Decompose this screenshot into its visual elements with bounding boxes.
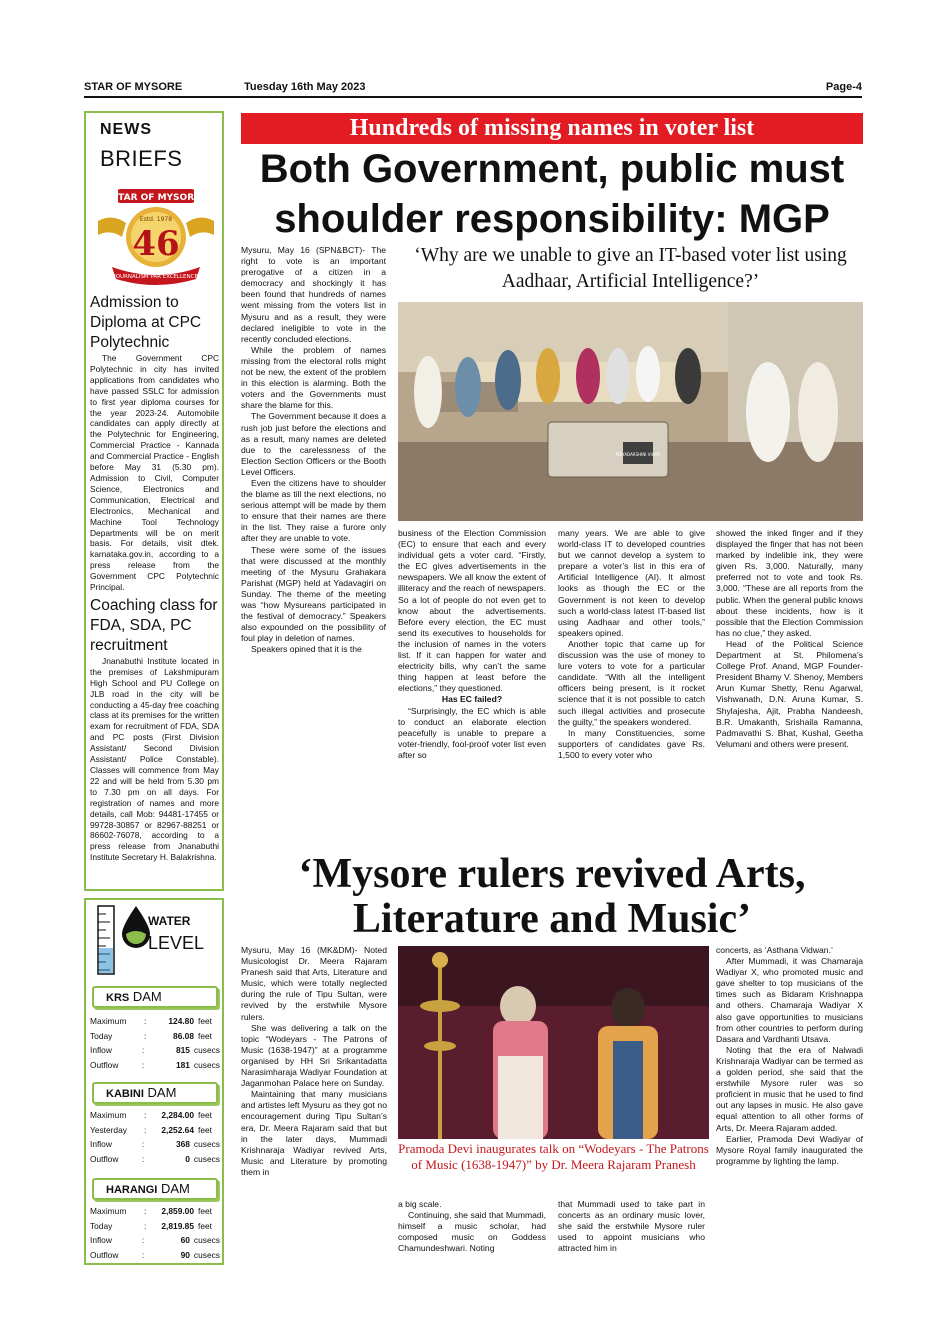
dam-key: Today — [90, 1220, 113, 1231]
story1-col3 — [558, 528, 705, 761]
dam-value: 2,859.00 — [161, 1206, 194, 1217]
dam-value: 815 — [175, 1045, 190, 1056]
svg-text:STAR OF MYSORE: STAR OF MYSORE — [111, 193, 201, 203]
story1-kicker: Hundreds of missing names in voter list — [241, 113, 863, 144]
dam-row: Today : 86.08 feet — [90, 1030, 212, 1041]
story1-headline: Both Government, public must shoulder responsibility: MGP — [259, 147, 845, 241]
dam-value: 60 — [180, 1235, 190, 1246]
dam-unit: cusecs — [193, 1139, 220, 1150]
dam-row: Yesterday : 2,252.64 feet — [90, 1124, 212, 1135]
dam-unit: feet — [198, 1124, 212, 1135]
dam-key: Maximum — [90, 1206, 127, 1217]
dam-key: Outflow — [90, 1249, 119, 1260]
story2-col4 — [716, 945, 863, 1167]
dam-suffix: DAM — [147, 1085, 177, 1100]
paragraph: Speakers opined that it is the — [251, 644, 362, 655]
subheading: Has EC failed? — [441, 694, 503, 705]
dam-row: Maximum : 2,284.00 feet — [90, 1110, 212, 1121]
paragraph: After Mummadi, it was Chamaraja Wadiyar X, who promoted music and gave shelter to top musicians of the times such as Bidaram Krishnappa and others. Chamaraja Wadiyar X also gave opportunities to musicians from other countries to perform during Dasara and Vardhanti Utsava. — [716, 956, 863, 1044]
news-label: NEWS — [100, 121, 152, 138]
paragraph: In many Constituencies, some supporters of candidates gave Rs. 1,500 to every voter who — [558, 727, 705, 760]
paragraph: a big scale. — [398, 1199, 442, 1209]
paragraph: that Mummadi used to take part in concerts as an ordinary music lover, she said the erstwhile Mysore ruler used to appoint musicians who attracted him in — [558, 1199, 705, 1254]
dam-unit: feet — [198, 1030, 212, 1041]
paragraph: many years. We are able to give world-class IT to developed countries but we cannot develop a system to prepare a voter’s list in this era of Artificial Intelligence (AI). It almost looks as though the EC or the Government is not keen to develop such a world-class latest IT-based list using Aadhaar and other tools,” speakers opined. — [558, 528, 705, 638]
dam-suffix: DAM — [132, 989, 162, 1004]
svg-text:JOURNALISM PAR EXCELLENCE: JOURNALISM PAR EXCELLENCE — [114, 274, 198, 280]
dam-label-krs — [92, 986, 218, 1008]
paragraph: Earlier, Pramoda Devi Wadiyar of Mysore Royal family inaugurated the programme by lighting the lamp. — [716, 1133, 863, 1166]
paragraph: business of the Election Commission (EC) to ensure that each and every individual gets a voter card. “Firstly, the EC gives advertisements in the newspapers. We all know the extent of illiteracy and the reach of newspapers. So a lot of people do not even get to know about the advertisements. Before every election, the EC must send its executives to households for the inclusion of names in the voters list. If it can happen for water and electricity bills, why can’t the same thing happen at least before the elections,” they questioned. — [398, 528, 546, 694]
dam-row: Maximum : 124.80 feet — [90, 1016, 212, 1027]
brief-heading: Admission to Diploma at CPC Polytechnic — [90, 294, 202, 351]
page-number: Page-4 — [825, 81, 862, 93]
brief-text: Jnanabuthi Institute located in the premises of Lakshmipuram High School and PU College on JLB road in the city will be conducting a 45-day free coaching class at its premises for the written exam for recruitment of FDA, SDA and PC posts (First Division Assistant/ Second Division Assistant/ Police Constable). Classes will commence from May 22 and will be held from 5.30 pm to 7.30 pm on all days. For registration of names and more details, call Mob: 94481-17455 or 99728-30857 or 82967-88251 or 86602-76078, according to a press release from Jnanabuthi Institute Secretary H. Balakrishna. — [90, 655, 219, 863]
dam-key: Outflow — [90, 1153, 119, 1164]
dam-value: 0 — [185, 1153, 190, 1164]
dam-value: 2,252.64 — [161, 1124, 194, 1135]
dam-key: Inflow — [90, 1235, 112, 1246]
issue-date: Tuesday 16th May 2023 — [244, 81, 366, 93]
paragraph: Noting that the era of Nalwadi Krishnaraja Wadiyar can be termed as a golden period, she said that the erstwhile Mysore ruler was so proficient in music that he used to find out any lapses in music. He also gave equal attention to all other forms of Arts, Dr. Meera Rajaram added. — [716, 1044, 863, 1133]
water-level-box — [84, 898, 224, 1265]
page-header — [84, 80, 862, 97]
level-title: LEVEL — [148, 933, 205, 953]
dam-short: KABINI — [106, 1088, 144, 1100]
paragraph: Continuing, she said that Mummadi, himself a music scholar, had composed music on Goddess Chamundeshwari. Noting — [398, 1210, 546, 1254]
paper-name: STAR OF MYSORE — [84, 81, 183, 93]
paragraph: While the problem of names missing from the electoral rolls might not be new, the extent of the problem in this election is alarming. Both the voters and the Governments must share the blame for this. — [241, 344, 386, 411]
dam-value: 181 — [175, 1059, 190, 1070]
svg-text:46: 46 — [132, 224, 180, 264]
story2-col1 — [241, 945, 387, 1178]
paragraph: Another topic that came up for discussion was the use of money to lure voters to vote for a particular candidate. “With all the intelligent officers being present, is it rocket science that it is not possible to catch such illegal activities and prosecute the guilty,” the speakers wondered. — [558, 638, 705, 727]
story1-col4 — [716, 528, 863, 750]
water-title: WATER — [148, 914, 191, 928]
dam-value: 86.08 — [173, 1030, 194, 1041]
dam-table-kabini — [90, 1108, 220, 1166]
dam-row: Inflow : 60 cusecs — [90, 1235, 220, 1246]
dam-key: Maximum — [90, 1110, 127, 1121]
dam-row: Today : 2,819.85 feet — [90, 1220, 212, 1231]
dam-row: Inflow : 815 cusecs — [90, 1045, 220, 1056]
dam-unit: cusecs — [193, 1045, 220, 1056]
dam-key: Outflow — [90, 1059, 119, 1070]
anniversary-logo — [92, 183, 220, 289]
photo-caption: Pramoda Devi inaugurates talk on “Wodeyars - The Patrons of Music (1638-1947)” by Dr. Meera Rajaram Pranesh — [398, 1141, 709, 1172]
dam-row: Inflow : 368 cusecs — [90, 1139, 220, 1150]
story2-col3 — [558, 1199, 705, 1254]
dam-row: Outflow : 181 cusecs — [90, 1059, 220, 1070]
paragraph: Head of the Political Science Department at St. Philomena’s College Prof. Anand, MGP Founder-President Bhamy V. Shenoy, Members Arun Kumar Shetty, Renu Agarwal, Vishwanath, D.N. Aruna Kumar, S. Shylajesha, Ajit, Prabha Nandeesh, B.R. Umakanth, Srishaila Ramanna, Padmavathi S. Bhat, Kushal, Geetha Velumani and others were present. — [716, 638, 863, 749]
dam-unit: feet — [198, 1206, 212, 1217]
dam-unit: feet — [198, 1016, 212, 1027]
paragraph: The Government because it does a rush job just before the elections and as a result, many names are deleted due to the carelessness of the Election Section Officers or the Booth Level Officers. — [241, 411, 386, 477]
dam-table-krs — [90, 1014, 220, 1072]
dam-short: HARANGI — [106, 1184, 158, 1196]
svg-text:Estd. 1978: Estd. 1978 — [139, 216, 173, 223]
dam-value: 2,819.85 — [161, 1220, 194, 1231]
dam-key: Inflow — [90, 1045, 112, 1056]
dam-key: Inflow — [90, 1139, 112, 1150]
story1-subhead: ‘Why are we unable to give an IT-based voter list using Aadhaar, Artificial Intelligence?’ — [414, 245, 847, 292]
meeting-photo — [398, 302, 863, 521]
paragraph: showed the inked finger and if they displayed the finger that has not been marked by indelible ink, they were given Rs. 3,000. Naturally, many preferred not to vote and took Rs. 3,000. “These are all reports from the public. When the general public knows about these incidents, how is it possible that the Election Commission has no clue,” they asked. — [716, 528, 863, 638]
photo-sign-text: PRIYADARSHINI VIHAR — [615, 452, 661, 457]
dam-key: Maximum — [90, 1016, 127, 1027]
dam-row: Outflow : 0 cusecs — [90, 1153, 220, 1164]
dam-label-harangi — [92, 1178, 218, 1200]
dam-unit: feet — [198, 1110, 212, 1121]
dam-key: Today — [90, 1030, 113, 1041]
dam-value: 90 — [180, 1249, 190, 1260]
story2-col2 — [398, 1199, 546, 1254]
brief-list — [90, 291, 219, 866]
dam-unit: cusecs — [193, 1059, 220, 1070]
dam-suffix: DAM — [160, 1181, 190, 1196]
dam-unit: cusecs — [193, 1235, 220, 1246]
dam-value: 124.80 — [168, 1016, 194, 1027]
paragraph: concerts, as ‘Asthana Vidwan.’ — [716, 945, 833, 955]
brief-text: The Government CPC Polytechnic in city has invited applications from candidates who have passed SSLC for admission to first year diploma courses for the year 2023-24. Automobile candidates can apply directly at the Polytechnic for Engineering, Commercial Practice - Kannada and Commercial Practice - English before May 31 (5.30 pm). Admission to Civil, Computer Science, Electronics and Communication, Electrical and Electronics, Mechanical and Machine Tool Technology Departments will be on merit basis. For details, visit dtek. karnataka.gov.in, according to a press release from the Government CPC Polytechnic Principal. — [90, 353, 219, 593]
paragraph: “Surprisingly, the EC which is able to conduct an elaborate election peacefully is unable to prepare a voter-friendly, fool-proof voter list even after so — [398, 705, 546, 760]
paragraph: She was delivering a talk on the topic “Wodeyars - The Patrons of Music (1638-1947)” at a programme organised by HH Sri Srikantadatta Narasimharaja Wadiyar Foundation at Jaganmohan Palace here on Sunday. — [241, 1022, 387, 1089]
header-rule — [84, 96, 862, 98]
paragraph: Mysuru, May 16 (MK&DM)- Noted Musicologist Dr. Meera Rajaram Pranesh said that Arts, Literature and Music, which were totally neglected during the rule of Tipu Sultan, were revived by the erstwhile Mysore rulers. — [241, 945, 387, 1022]
lamp-lighting-photo — [398, 946, 709, 1139]
dam-row: Outflow : 90 cusecs — [90, 1249, 220, 1260]
dam-unit: feet — [198, 1220, 212, 1231]
dam-unit: cusecs — [193, 1249, 220, 1260]
brief-heading: Coaching class for FDA, SDA, PC recruitment — [90, 596, 218, 654]
news-briefs-box — [84, 111, 224, 891]
paragraph: These were some of the issues that were discussed at the monthly meeting of the Mysuru Grahakara Parishat (MGP) held at Yadavagiri on Sunday. The theme of the meeting was “how Mysureans participated in the festival of democracy.” Speakers also expounded on the possibility of foul play in deletion of names. — [241, 544, 386, 644]
dam-row: Maximum : 2,859.00 feet — [90, 1206, 212, 1217]
paragraph: Mysuru, May 16 (SPN&BCT)- The right to vote is an important prerogative of a citizen in a democracy and shockingly it has been found that hundreds of names went missing from the voters list in Mysuru and as a result, they were declared ineligible to vote in the recently concluded elections. — [241, 245, 386, 344]
paragraph: Maintaining that many musicians and artistes left Mysuru as they got no encouragement during Tipu Sultan’s era, Dr. Meera Rajaram said that but in the later days, Mummadi Krishnaraja Wadiyar revived Arts, Music and Literature by promoting them in — [241, 1089, 387, 1177]
dam-value: 368 — [175, 1139, 190, 1150]
dam-table-harangi — [90, 1204, 220, 1262]
dam-value: 2,284.00 — [161, 1110, 194, 1121]
dam-label-kabini — [92, 1082, 218, 1104]
story2-headline: ‘Mysore rulers revived Arts, Literature and Music’ — [298, 851, 806, 942]
dam-unit: cusecs — [193, 1153, 220, 1164]
dam-short: KRS — [106, 992, 130, 1004]
story1-col1 — [241, 245, 386, 655]
briefs-label: BRIEFS — [100, 146, 183, 171]
dam-key: Yesterday — [90, 1124, 127, 1135]
paragraph: Even the citizens have to shoulder the blame as till the next elections, no serious attempt will be made by them to ensure that their names are there in the list. They raise a furore only after they are unable to vote. — [241, 477, 386, 544]
story1-col2 — [398, 528, 546, 761]
